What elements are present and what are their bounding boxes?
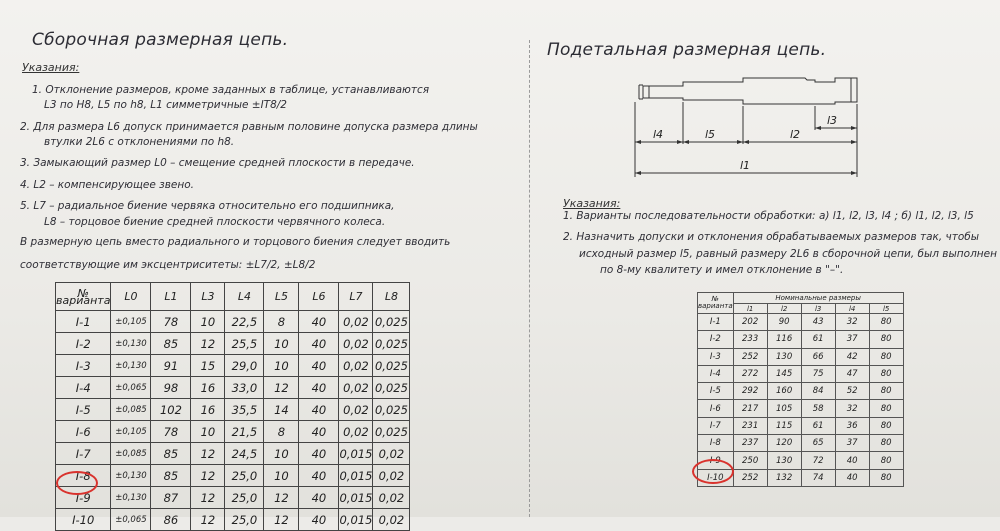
t1-cell: 21,5: [225, 421, 264, 443]
t2-cell: 250: [733, 452, 767, 469]
t2-cell: I-1: [698, 314, 734, 331]
t2-cell: I-6: [698, 400, 734, 417]
part-chain-table: [697, 292, 904, 487]
t1-cell: I-3: [56, 355, 111, 377]
t1-cell: 25,5: [225, 333, 264, 355]
t1-cell: ±0,065: [111, 509, 151, 531]
t1-cell: 25,0: [225, 509, 264, 531]
t1-cell: 12: [191, 487, 225, 509]
t2-cell: 237: [733, 435, 767, 452]
t1-cell: 0,02: [339, 333, 373, 355]
t1-cell: 0,02: [339, 311, 373, 333]
t1-cell: 29,0: [225, 355, 264, 377]
t2-cell: 40: [835, 469, 869, 486]
right-title: Подетальная размерная цепь.: [547, 40, 827, 60]
dim-label-l3: l3: [827, 114, 838, 127]
t2-cell: 80: [869, 400, 903, 417]
t1-cell: 10: [264, 333, 299, 355]
t2-cell: 132: [767, 469, 801, 486]
t2-cell: 80: [869, 331, 903, 348]
page-divider: [529, 40, 530, 517]
t2-cell: 80: [869, 365, 903, 382]
t1-header-cell: L7: [339, 283, 373, 311]
t1-cell: 12: [191, 509, 225, 531]
t1-cell: 25,0: [225, 487, 264, 509]
t1-row: [56, 333, 410, 355]
t1-cell: 85: [151, 333, 191, 355]
t1-cell: ±0,130: [111, 465, 151, 487]
t1-cell: 102: [151, 399, 191, 421]
t1-cell: 87: [151, 487, 191, 509]
t2-row: [698, 331, 904, 348]
t1-cell: 0,015: [339, 487, 373, 509]
t1-cell: 10: [264, 443, 299, 465]
t1-row: [56, 509, 410, 531]
t2-cell: 231: [733, 417, 767, 434]
t1-cell: I-5: [56, 399, 111, 421]
t1-cell: I-9: [56, 487, 111, 509]
t1-cell: 40: [299, 487, 339, 509]
t1-cell: I-6: [56, 421, 111, 443]
left-note-line: L3 по Н8, L5 по h8, L1 симметричные ±IT8/2: [44, 99, 287, 111]
t2-cell: I-4: [698, 365, 734, 382]
t1-cell: 15: [191, 355, 225, 377]
t2-cell: 292: [733, 383, 767, 400]
t2-header-cell: l4: [835, 304, 869, 314]
t2-cell: 52: [835, 383, 869, 400]
t1-cell: 0,025: [373, 399, 410, 421]
t1-cell: 22,5: [225, 311, 264, 333]
t1-cell: 8: [264, 311, 299, 333]
left-note-line: 4. L2 – компенсирующее звено.: [20, 179, 195, 191]
t1-header-cell: L4: [225, 283, 264, 311]
t1-cell: 10: [191, 421, 225, 443]
t1-cell: 0,02: [373, 487, 410, 509]
t2-row: [698, 314, 904, 331]
t2-header-cell: l1: [733, 304, 767, 314]
t2-cell: 217: [733, 400, 767, 417]
t2-cell: 42: [835, 348, 869, 365]
t2-cell: 65: [801, 435, 835, 452]
shaft-diagram: [625, 72, 875, 184]
t1-cell: 40: [299, 377, 339, 399]
t1-cell: I-1: [56, 311, 111, 333]
t1-cell: 16: [191, 377, 225, 399]
t2-header-variant: № варианта: [698, 293, 734, 314]
t2-cell: I-3: [698, 348, 734, 365]
t1-cell: ±0,130: [111, 333, 151, 355]
t1-cell: 0,02: [339, 355, 373, 377]
t2-cell: 32: [835, 400, 869, 417]
t1-cell: 40: [299, 399, 339, 421]
t2-header-cell: l2: [767, 304, 801, 314]
t1-row: [56, 311, 410, 333]
t1-header-cell: L0: [111, 283, 151, 311]
t2-cell: 84: [801, 383, 835, 400]
t1-cell: ±0,085: [111, 399, 151, 421]
t2-cell: 61: [801, 331, 835, 348]
t2-cell: I-7: [698, 417, 734, 434]
t2-cell: 115: [767, 417, 801, 434]
t2-cell: 36: [835, 417, 869, 434]
t1-cell: 40: [299, 355, 339, 377]
t1-row: [56, 465, 410, 487]
t1-row: [56, 377, 410, 399]
t1-cell: 25,0: [225, 465, 264, 487]
dim-label-l2: l2: [790, 128, 801, 141]
t1-cell: 0,025: [373, 311, 410, 333]
t1-cell: 12: [191, 333, 225, 355]
t2-cell: I-8: [698, 435, 734, 452]
t1-cell: ±0,065: [111, 377, 151, 399]
t2-row: [698, 365, 904, 382]
t1-cell: 12: [264, 509, 299, 531]
t1-cell: 78: [151, 421, 191, 443]
t1-cell: 0,02: [373, 465, 410, 487]
t2-cell: I-2: [698, 331, 734, 348]
t1-cell: 12: [191, 465, 225, 487]
t1-cell: 40: [299, 443, 339, 465]
t2-cell: 47: [835, 365, 869, 382]
t2-cell: 160: [767, 383, 801, 400]
t1-cell: ±0,085: [111, 443, 151, 465]
left-note-line: 2. Для размера L6 допуск принимается равным половине допуска размера длины: [20, 121, 478, 133]
t2-cell: 130: [767, 348, 801, 365]
t1-cell: ±0,130: [111, 487, 151, 509]
dim-label-l1: l1: [740, 159, 751, 172]
t2-cell: 37: [835, 331, 869, 348]
t1-cell: I-7: [56, 443, 111, 465]
t2-row: [698, 348, 904, 365]
t1-cell: 0,015: [339, 465, 373, 487]
t1-cell: 24,5: [225, 443, 264, 465]
t2-cell: 72: [801, 452, 835, 469]
t1-cell: 12: [191, 443, 225, 465]
t2-cell: 105: [767, 400, 801, 417]
assembly-chain-table: [55, 282, 410, 531]
left-note-line: 5. L7 – радиальное биение червяка относительно его подшипника,: [20, 200, 395, 212]
t1-cell: 0,025: [373, 333, 410, 355]
t2-cell: 58: [801, 400, 835, 417]
right-note-line: 2. Назначить допуски и отклонения обрабатываемых размеров так, чтобы: [563, 231, 980, 243]
right-note-line: исходный размер l5, равный размеру 2L6 в сборочной цепи, был выполнен: [579, 248, 997, 260]
t2-cell: 80: [869, 348, 903, 365]
t2-cell: 252: [733, 348, 767, 365]
t1-cell: 40: [299, 311, 339, 333]
t1-row: [56, 355, 410, 377]
t2-cell: 80: [869, 469, 903, 486]
t2-header-cell: l5: [869, 304, 903, 314]
t1-cell: 14: [264, 399, 299, 421]
t1-cell: 40: [299, 333, 339, 355]
t2-cell: 80: [869, 383, 903, 400]
t1-header-cell: L3: [191, 283, 225, 311]
t2-cell: I-9: [698, 452, 734, 469]
t1-cell: I-8: [56, 465, 111, 487]
t1-cell: 91: [151, 355, 191, 377]
t2-cell: 43: [801, 314, 835, 331]
right-notes-heading: Указания:: [563, 197, 621, 210]
t2-cell: 66: [801, 348, 835, 365]
t1-row: [56, 443, 410, 465]
t1-row: [56, 421, 410, 443]
t2-cell: 202: [733, 314, 767, 331]
t1-cell: 8: [264, 421, 299, 443]
t2-cell: 32: [835, 314, 869, 331]
t1-cell: 10: [264, 465, 299, 487]
left-title: Сборочная размерная цепь.: [32, 30, 289, 50]
left-note-line: 3. Замыкающий размер L0 – смещение средней плоскости в передаче.: [20, 157, 415, 169]
t2-cell: 80: [869, 452, 903, 469]
left-note-line: L8 – торцовое биение средней плоскости червячного колеса.: [44, 216, 386, 228]
t1-cell: 85: [151, 465, 191, 487]
right-note-line: по 8-му квалитету и имел отклонение в "–".: [600, 264, 844, 276]
t2-row: [698, 400, 904, 417]
t2-cell: 90: [767, 314, 801, 331]
t2-row: [698, 435, 904, 452]
highlight-circle-right: [692, 459, 734, 484]
t1-cell: ±0,105: [111, 311, 151, 333]
t1-cell: 33,0: [225, 377, 264, 399]
t2-cell: 75: [801, 365, 835, 382]
left-note-line: соответствующие им эксцентриситеты: ±L7/2, ±L8/2: [20, 259, 316, 271]
t1-cell: 12: [264, 377, 299, 399]
t2-cell: 80: [869, 435, 903, 452]
t1-cell: 0,02: [339, 377, 373, 399]
t2-cell: I-5: [698, 383, 734, 400]
t1-cell: 0,02: [373, 509, 410, 531]
t1-cell: 40: [299, 465, 339, 487]
highlight-circle-left: [56, 471, 98, 495]
t2-cell: 145: [767, 365, 801, 382]
t1-cell: 0,025: [373, 377, 410, 399]
left-note-line: втулки 2L6 с отклонениями по h8.: [44, 136, 235, 148]
t1-row: [56, 399, 410, 421]
t2-cell: 40: [835, 452, 869, 469]
t1-cell: 40: [299, 421, 339, 443]
t1-header-cell: L6: [299, 283, 339, 311]
t1-cell: 0,025: [373, 355, 410, 377]
t1-cell: I-4: [56, 377, 111, 399]
t2-cell: 61: [801, 417, 835, 434]
t1-cell: 0,025: [373, 421, 410, 443]
left-note-line: В размерную цепь вместо радиального и торцового биения следует вводить: [20, 236, 451, 248]
t1-cell: 0,02: [339, 399, 373, 421]
t2-row: [698, 383, 904, 400]
t1-cell: ±0,130: [111, 355, 151, 377]
t2-cell: 252: [733, 469, 767, 486]
t2-cell: 120: [767, 435, 801, 452]
t1-cell: 98: [151, 377, 191, 399]
dim-label-l5: l5: [705, 128, 716, 141]
t1-cell: 12: [264, 487, 299, 509]
t2-cell: 37: [835, 435, 869, 452]
t2-cell: 80: [869, 314, 903, 331]
t1-cell: 86: [151, 509, 191, 531]
left-notes-heading: Указания:: [22, 61, 80, 74]
t2-header-cell: l3: [801, 304, 835, 314]
t1-cell: 35,5: [225, 399, 264, 421]
dim-label-l4: l4: [653, 128, 664, 141]
t1-header-cell: L1: [151, 283, 191, 311]
t1-cell: 10: [191, 311, 225, 333]
t2-cell: 233: [733, 331, 767, 348]
t1-cell: 0,02: [373, 443, 410, 465]
t2-row: [698, 417, 904, 434]
t1-header-cell: L5: [264, 283, 299, 311]
t1-header-cell: L8: [373, 283, 410, 311]
t1-cell: 16: [191, 399, 225, 421]
t1-cell: I-10: [56, 509, 111, 531]
t1-row: [56, 487, 410, 509]
t1-cell: 85: [151, 443, 191, 465]
t1-header-cell: № варианта: [56, 283, 111, 311]
left-note-line: 1. Отклонение размеров, кроме заданных в таблице, устанавливаются: [32, 84, 430, 96]
t2-group-header: Номинальные размеры: [733, 293, 903, 304]
t1-cell: 0,015: [339, 443, 373, 465]
t2-cell: 272: [733, 365, 767, 382]
t1-cell: ±0,105: [111, 421, 151, 443]
t2-cell: 116: [767, 331, 801, 348]
t1-cell: 0,015: [339, 509, 373, 531]
t2-cell: 130: [767, 452, 801, 469]
t2-cell: 74: [801, 469, 835, 486]
t2-cell: 80: [869, 417, 903, 434]
t1-cell: 78: [151, 311, 191, 333]
t1-cell: 10: [264, 355, 299, 377]
t1-cell: 40: [299, 509, 339, 531]
t1-cell: I-2: [56, 333, 111, 355]
t2-cell: I-10: [698, 469, 734, 486]
right-note-line: 1. Варианты последовательности обработки: а) l1, l2, l3, l4 ; б) l1, l2, l3, l5: [563, 210, 974, 222]
t1-cell: 0,02: [339, 421, 373, 443]
